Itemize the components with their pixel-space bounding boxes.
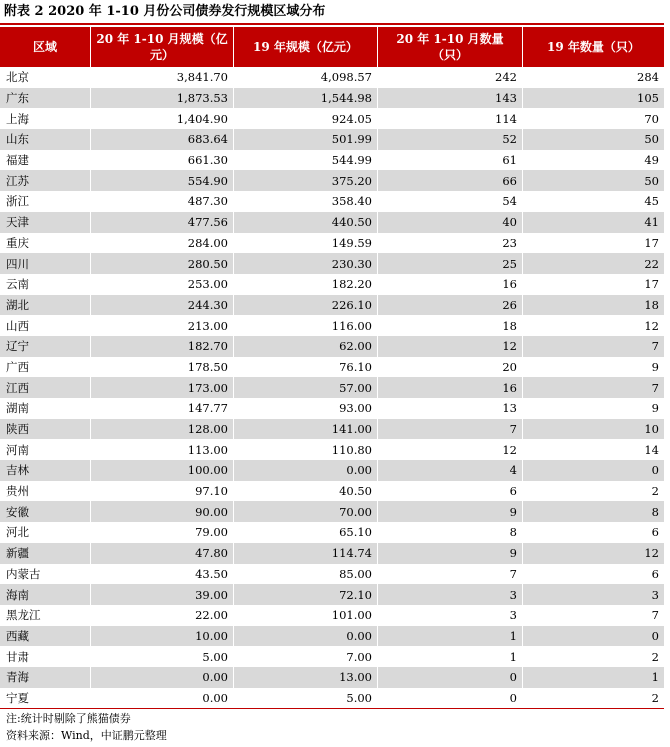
scale-2020-cell: 100.00 — [90, 460, 233, 481]
region-cell: 山西 — [0, 315, 90, 336]
scale-2019-cell: 101.00 — [233, 605, 377, 626]
scale-2019-cell: 65.10 — [233, 522, 377, 543]
table-row — [0, 522, 664, 543]
count-2019-cell: 284 — [522, 67, 664, 88]
region-cell: 新疆 — [0, 543, 90, 564]
table-row — [0, 315, 664, 336]
region-cell: 浙江 — [0, 191, 90, 212]
count-2020-cell: 0 — [377, 688, 522, 709]
region-cell: 江苏 — [0, 170, 90, 191]
count-2019-cell: 6 — [522, 522, 664, 543]
scale-2020-cell: 487.30 — [90, 191, 233, 212]
table-row — [0, 481, 664, 502]
scale-2019-cell: 72.10 — [233, 584, 377, 605]
scale-2019-cell: 13.00 — [233, 667, 377, 688]
region-cell: 吉林 — [0, 460, 90, 481]
scale-2019-cell: 40.50 — [233, 481, 377, 502]
table-row — [0, 357, 664, 378]
scale-2019-cell: 1,544.98 — [233, 88, 377, 109]
scale-2019-cell: 440.50 — [233, 212, 377, 233]
table-row — [0, 191, 664, 212]
count-2020-cell: 25 — [377, 253, 522, 274]
count-2020-cell: 16 — [377, 274, 522, 295]
scale-2019-cell: 70.00 — [233, 501, 377, 522]
scale-2020-cell: 90.00 — [90, 501, 233, 522]
region-cell: 西藏 — [0, 626, 90, 647]
table-row — [0, 88, 664, 109]
count-2019-cell: 50 — [522, 170, 664, 191]
count-2019-cell: 0 — [522, 460, 664, 481]
count-2020-cell: 9 — [377, 543, 522, 564]
count-2020-cell: 7 — [377, 419, 522, 440]
scale-2020-cell: 39.00 — [90, 584, 233, 605]
table-row — [0, 377, 664, 398]
scale-2019-cell: 230.30 — [233, 253, 377, 274]
count-2020-cell: 20 — [377, 357, 522, 378]
table-row — [0, 108, 664, 129]
count-2019-cell: 9 — [522, 398, 664, 419]
region-cell: 北京 — [0, 67, 90, 88]
region-cell: 黑龙江 — [0, 605, 90, 626]
column-header-2020-scale: 20 年 1-10 月规模（亿元） — [90, 27, 233, 67]
count-2019-cell: 7 — [522, 336, 664, 357]
table-row — [0, 667, 664, 688]
scale-2020-cell: 554.90 — [90, 170, 233, 191]
region-cell: 上海 — [0, 108, 90, 129]
header-row — [0, 27, 664, 67]
scale-2019-cell: 0.00 — [233, 626, 377, 647]
region-cell: 福建 — [0, 150, 90, 171]
scale-2020-cell: 5.00 — [90, 646, 233, 667]
count-2019-cell: 17 — [522, 274, 664, 295]
table-row — [0, 564, 664, 585]
column-header-2020-count: 20 年 1-10 月数量（只） — [377, 27, 522, 67]
count-2020-cell: 13 — [377, 398, 522, 419]
scale-2019-cell: 149.59 — [233, 233, 377, 254]
table-row — [0, 295, 664, 316]
count-2020-cell: 9 — [377, 501, 522, 522]
table-row — [0, 501, 664, 522]
count-2019-cell: 45 — [522, 191, 664, 212]
scale-2020-cell: 1,404.90 — [90, 108, 233, 129]
count-2020-cell: 3 — [377, 605, 522, 626]
scale-2019-cell: 7.00 — [233, 646, 377, 667]
count-2019-cell: 2 — [522, 481, 664, 502]
scale-2020-cell: 97.10 — [90, 481, 233, 502]
region-cell: 江西 — [0, 377, 90, 398]
scale-2019-cell: 141.00 — [233, 419, 377, 440]
count-2019-cell: 12 — [522, 543, 664, 564]
region-cell: 四川 — [0, 253, 90, 274]
scale-2020-cell: 10.00 — [90, 626, 233, 647]
table-row — [0, 688, 664, 709]
scale-2019-cell: 5.00 — [233, 688, 377, 709]
scale-2020-cell: 43.50 — [90, 564, 233, 585]
count-2020-cell: 52 — [377, 129, 522, 150]
count-2019-cell: 1 — [522, 667, 664, 688]
table-row — [0, 460, 664, 481]
table-row — [0, 646, 664, 667]
scale-2019-cell: 93.00 — [233, 398, 377, 419]
count-2019-cell: 7 — [522, 377, 664, 398]
count-2019-cell: 2 — [522, 688, 664, 709]
table-row — [0, 336, 664, 357]
count-2019-cell: 41 — [522, 212, 664, 233]
count-2020-cell: 242 — [377, 67, 522, 88]
table-row — [0, 605, 664, 626]
region-cell: 青海 — [0, 667, 90, 688]
table-row — [0, 439, 664, 460]
count-2020-cell: 4 — [377, 460, 522, 481]
table-body — [0, 67, 664, 708]
count-2020-cell: 8 — [377, 522, 522, 543]
count-2019-cell: 7 — [522, 605, 664, 626]
region-cell: 海南 — [0, 584, 90, 605]
scale-2020-cell: 173.00 — [90, 377, 233, 398]
scale-2019-cell: 924.05 — [233, 108, 377, 129]
region-cell: 湖北 — [0, 295, 90, 316]
scale-2020-cell: 22.00 — [90, 605, 233, 626]
region-cell: 贵州 — [0, 481, 90, 502]
count-2019-cell: 10 — [522, 419, 664, 440]
scale-2020-cell: 128.00 — [90, 419, 233, 440]
count-2020-cell: 61 — [377, 150, 522, 171]
column-header-2019-count: 19 年数量（只） — [522, 27, 664, 67]
region-cell: 天津 — [0, 212, 90, 233]
count-2019-cell: 49 — [522, 150, 664, 171]
scale-2019-cell: 182.20 — [233, 274, 377, 295]
source-note: 资料来源：Wind，中证鹏元整理 — [6, 729, 167, 742]
region-cell: 辽宁 — [0, 336, 90, 357]
scale-2020-cell: 683.64 — [90, 129, 233, 150]
scale-2020-cell: 1,873.53 — [90, 88, 233, 109]
count-2020-cell: 7 — [377, 564, 522, 585]
scale-2020-cell: 284.00 — [90, 233, 233, 254]
scale-2020-cell: 253.00 — [90, 274, 233, 295]
scale-2019-cell: 76.10 — [233, 357, 377, 378]
scale-2019-cell: 114.74 — [233, 543, 377, 564]
count-2019-cell: 0 — [522, 626, 664, 647]
scale-2020-cell: 3,841.70 — [90, 67, 233, 88]
table-row — [0, 170, 664, 191]
scale-2020-cell: 244.30 — [90, 295, 233, 316]
count-2020-cell: 6 — [377, 481, 522, 502]
scale-2019-cell: 358.40 — [233, 191, 377, 212]
scale-2019-cell: 85.00 — [233, 564, 377, 585]
scale-2019-cell: 226.10 — [233, 295, 377, 316]
scale-2019-cell: 57.00 — [233, 377, 377, 398]
count-2019-cell: 6 — [522, 564, 664, 585]
table-row — [0, 129, 664, 150]
region-cell: 甘肃 — [0, 646, 90, 667]
count-2020-cell: 54 — [377, 191, 522, 212]
count-2020-cell: 1 — [377, 626, 522, 647]
table-row — [0, 584, 664, 605]
count-2019-cell: 14 — [522, 439, 664, 460]
scale-2020-cell: 113.00 — [90, 439, 233, 460]
count-2020-cell: 16 — [377, 377, 522, 398]
count-2019-cell: 17 — [522, 233, 664, 254]
table-title: 附表 2 2020 年 1-10 月份公司债券发行规模区域分布 — [4, 4, 326, 19]
scale-2020-cell: 147.77 — [90, 398, 233, 419]
count-2020-cell: 114 — [377, 108, 522, 129]
scale-2020-cell: 79.00 — [90, 522, 233, 543]
count-2020-cell: 143 — [377, 88, 522, 109]
scale-2020-cell: 0.00 — [90, 667, 233, 688]
region-cell: 安徽 — [0, 501, 90, 522]
scale-2020-cell: 182.70 — [90, 336, 233, 357]
count-2019-cell: 2 — [522, 646, 664, 667]
scale-2020-cell: 213.00 — [90, 315, 233, 336]
count-2020-cell: 40 — [377, 212, 522, 233]
count-2020-cell: 12 — [377, 439, 522, 460]
scale-2020-cell: 661.30 — [90, 150, 233, 171]
region-cell: 河南 — [0, 439, 90, 460]
count-2019-cell: 9 — [522, 357, 664, 378]
count-2020-cell: 3 — [377, 584, 522, 605]
scale-2019-cell: 0.00 — [233, 460, 377, 481]
count-2019-cell: 12 — [522, 315, 664, 336]
scale-2019-cell: 501.99 — [233, 129, 377, 150]
table-row — [0, 212, 664, 233]
region-cell: 云南 — [0, 274, 90, 295]
region-cell: 内蒙古 — [0, 564, 90, 585]
count-2019-cell: 105 — [522, 88, 664, 109]
table-row — [0, 67, 664, 88]
column-header-2019-scale: 19 年规模（亿元） — [233, 27, 377, 67]
table-row — [0, 626, 664, 647]
table-row — [0, 543, 664, 564]
scale-2020-cell: 477.56 — [90, 212, 233, 233]
table-row — [0, 274, 664, 295]
scale-2020-cell: 178.50 — [90, 357, 233, 378]
count-2019-cell: 3 — [522, 584, 664, 605]
count-2019-cell: 22 — [522, 253, 664, 274]
table-row — [0, 398, 664, 419]
bond-issuance-table — [0, 27, 664, 708]
scale-2019-cell: 544.99 — [233, 150, 377, 171]
table-bottom-divider — [0, 708, 664, 709]
region-cell: 山东 — [0, 129, 90, 150]
column-header-region: 区域 — [0, 27, 90, 67]
table-row — [0, 419, 664, 440]
count-2019-cell: 70 — [522, 108, 664, 129]
count-2020-cell: 66 — [377, 170, 522, 191]
region-cell: 宁夏 — [0, 688, 90, 709]
count-2019-cell: 8 — [522, 501, 664, 522]
region-cell: 河北 — [0, 522, 90, 543]
region-cell: 湖南 — [0, 398, 90, 419]
scale-2020-cell: 47.80 — [90, 543, 233, 564]
count-2020-cell: 12 — [377, 336, 522, 357]
region-cell: 广东 — [0, 88, 90, 109]
count-2020-cell: 1 — [377, 646, 522, 667]
scale-2020-cell: 280.50 — [90, 253, 233, 274]
count-2020-cell: 26 — [377, 295, 522, 316]
count-2019-cell: 50 — [522, 129, 664, 150]
table-row — [0, 150, 664, 171]
region-cell: 重庆 — [0, 233, 90, 254]
count-2020-cell: 23 — [377, 233, 522, 254]
scale-2019-cell: 110.80 — [233, 439, 377, 460]
count-2019-cell: 18 — [522, 295, 664, 316]
title-divider — [0, 23, 664, 25]
count-2020-cell: 0 — [377, 667, 522, 688]
footnote: 注:统计时剔除了熊猫债券 — [6, 712, 131, 725]
table-row — [0, 233, 664, 254]
scale-2019-cell: 375.20 — [233, 170, 377, 191]
region-cell: 陕西 — [0, 419, 90, 440]
region-cell: 广西 — [0, 357, 90, 378]
scale-2019-cell: 62.00 — [233, 336, 377, 357]
table-row — [0, 253, 664, 274]
count-2020-cell: 18 — [377, 315, 522, 336]
scale-2019-cell: 116.00 — [233, 315, 377, 336]
scale-2020-cell: 0.00 — [90, 688, 233, 709]
scale-2019-cell: 4,098.57 — [233, 67, 377, 88]
